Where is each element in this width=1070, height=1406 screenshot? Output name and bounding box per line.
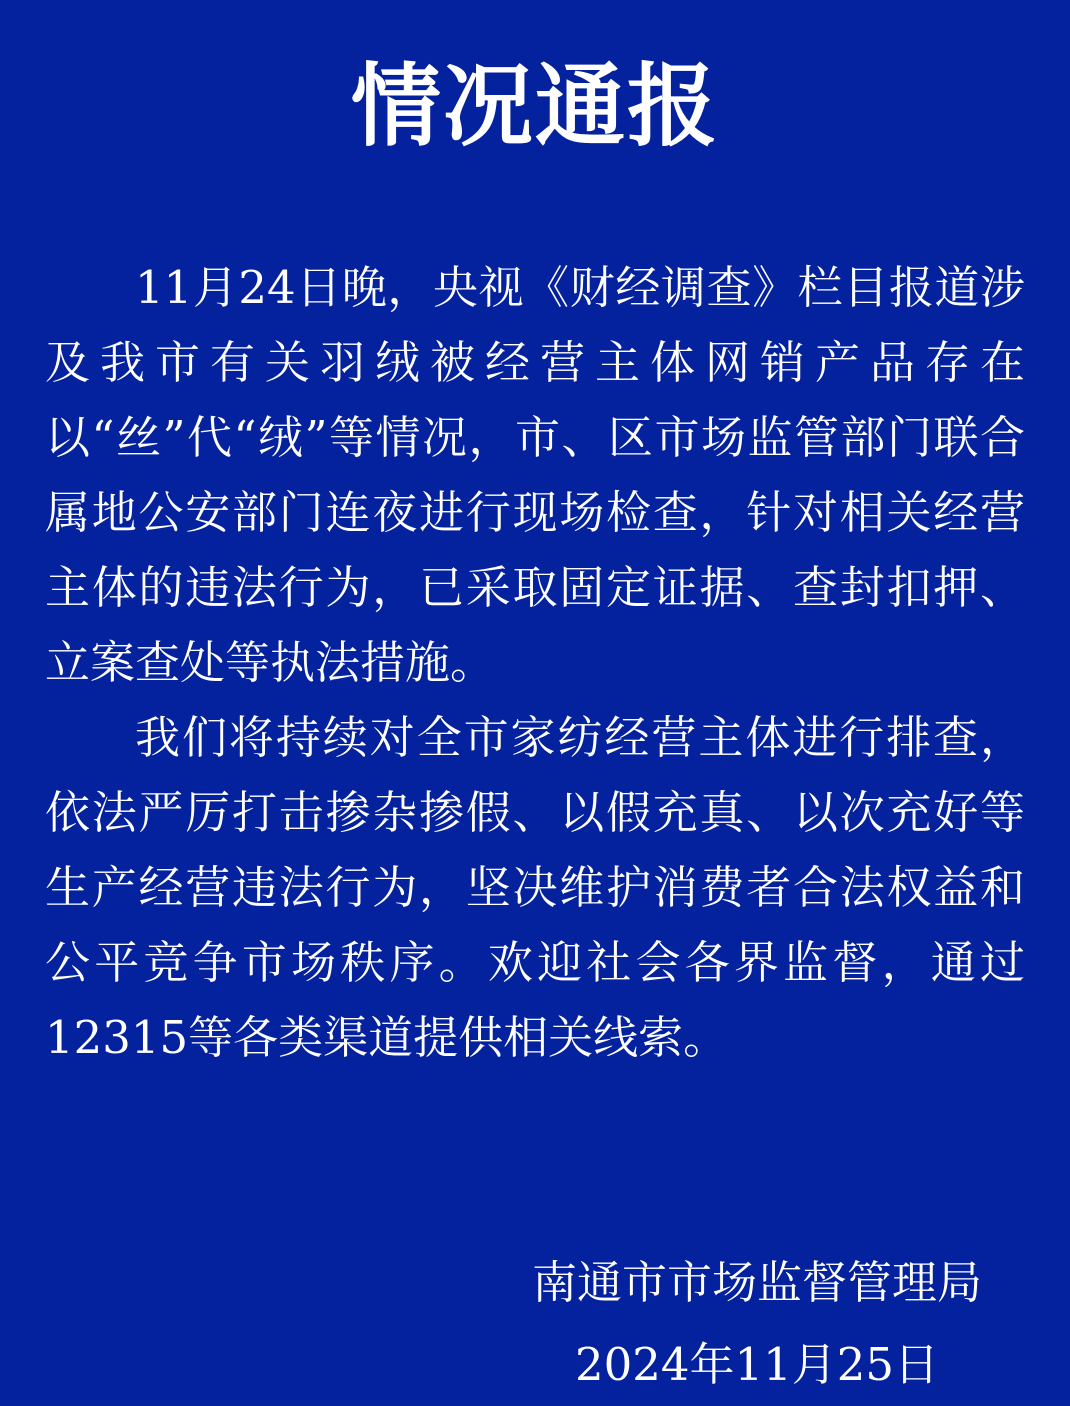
notice-paragraph-2: 我们将持续对全市家纺经营主体进行排查，依法严厉打击掺杂掺假、以假充真、以次充好等生产经营违法行为，坚决维护消费者合法权益和公平竞争市场秩序。欢迎社会各界监督，通过12315等各类渠道提供相关线索。 [45,711,1025,1064]
notice-body [45,250,1025,1075]
issuing-authority: 南通市市场监督管理局 [531,1256,982,1309]
issue-date: 2024年11月25日 [574,1338,940,1391]
signature-block [532,1242,982,1406]
notice-title: 情况通报 [351,53,719,159]
notice-paragraph-1: 11月24日晚，央视《财经调查》栏目报道涉及我市有关羽绒被经营主体网销产品存在以“丝”代“绒”等情况，市、区市场监管部门联合属地公安部门连夜进行现场检查，针对相关经营主体的违法行为，已采取固定证据、查封扣押、立案查处等执法措施。 [45,261,1025,689]
